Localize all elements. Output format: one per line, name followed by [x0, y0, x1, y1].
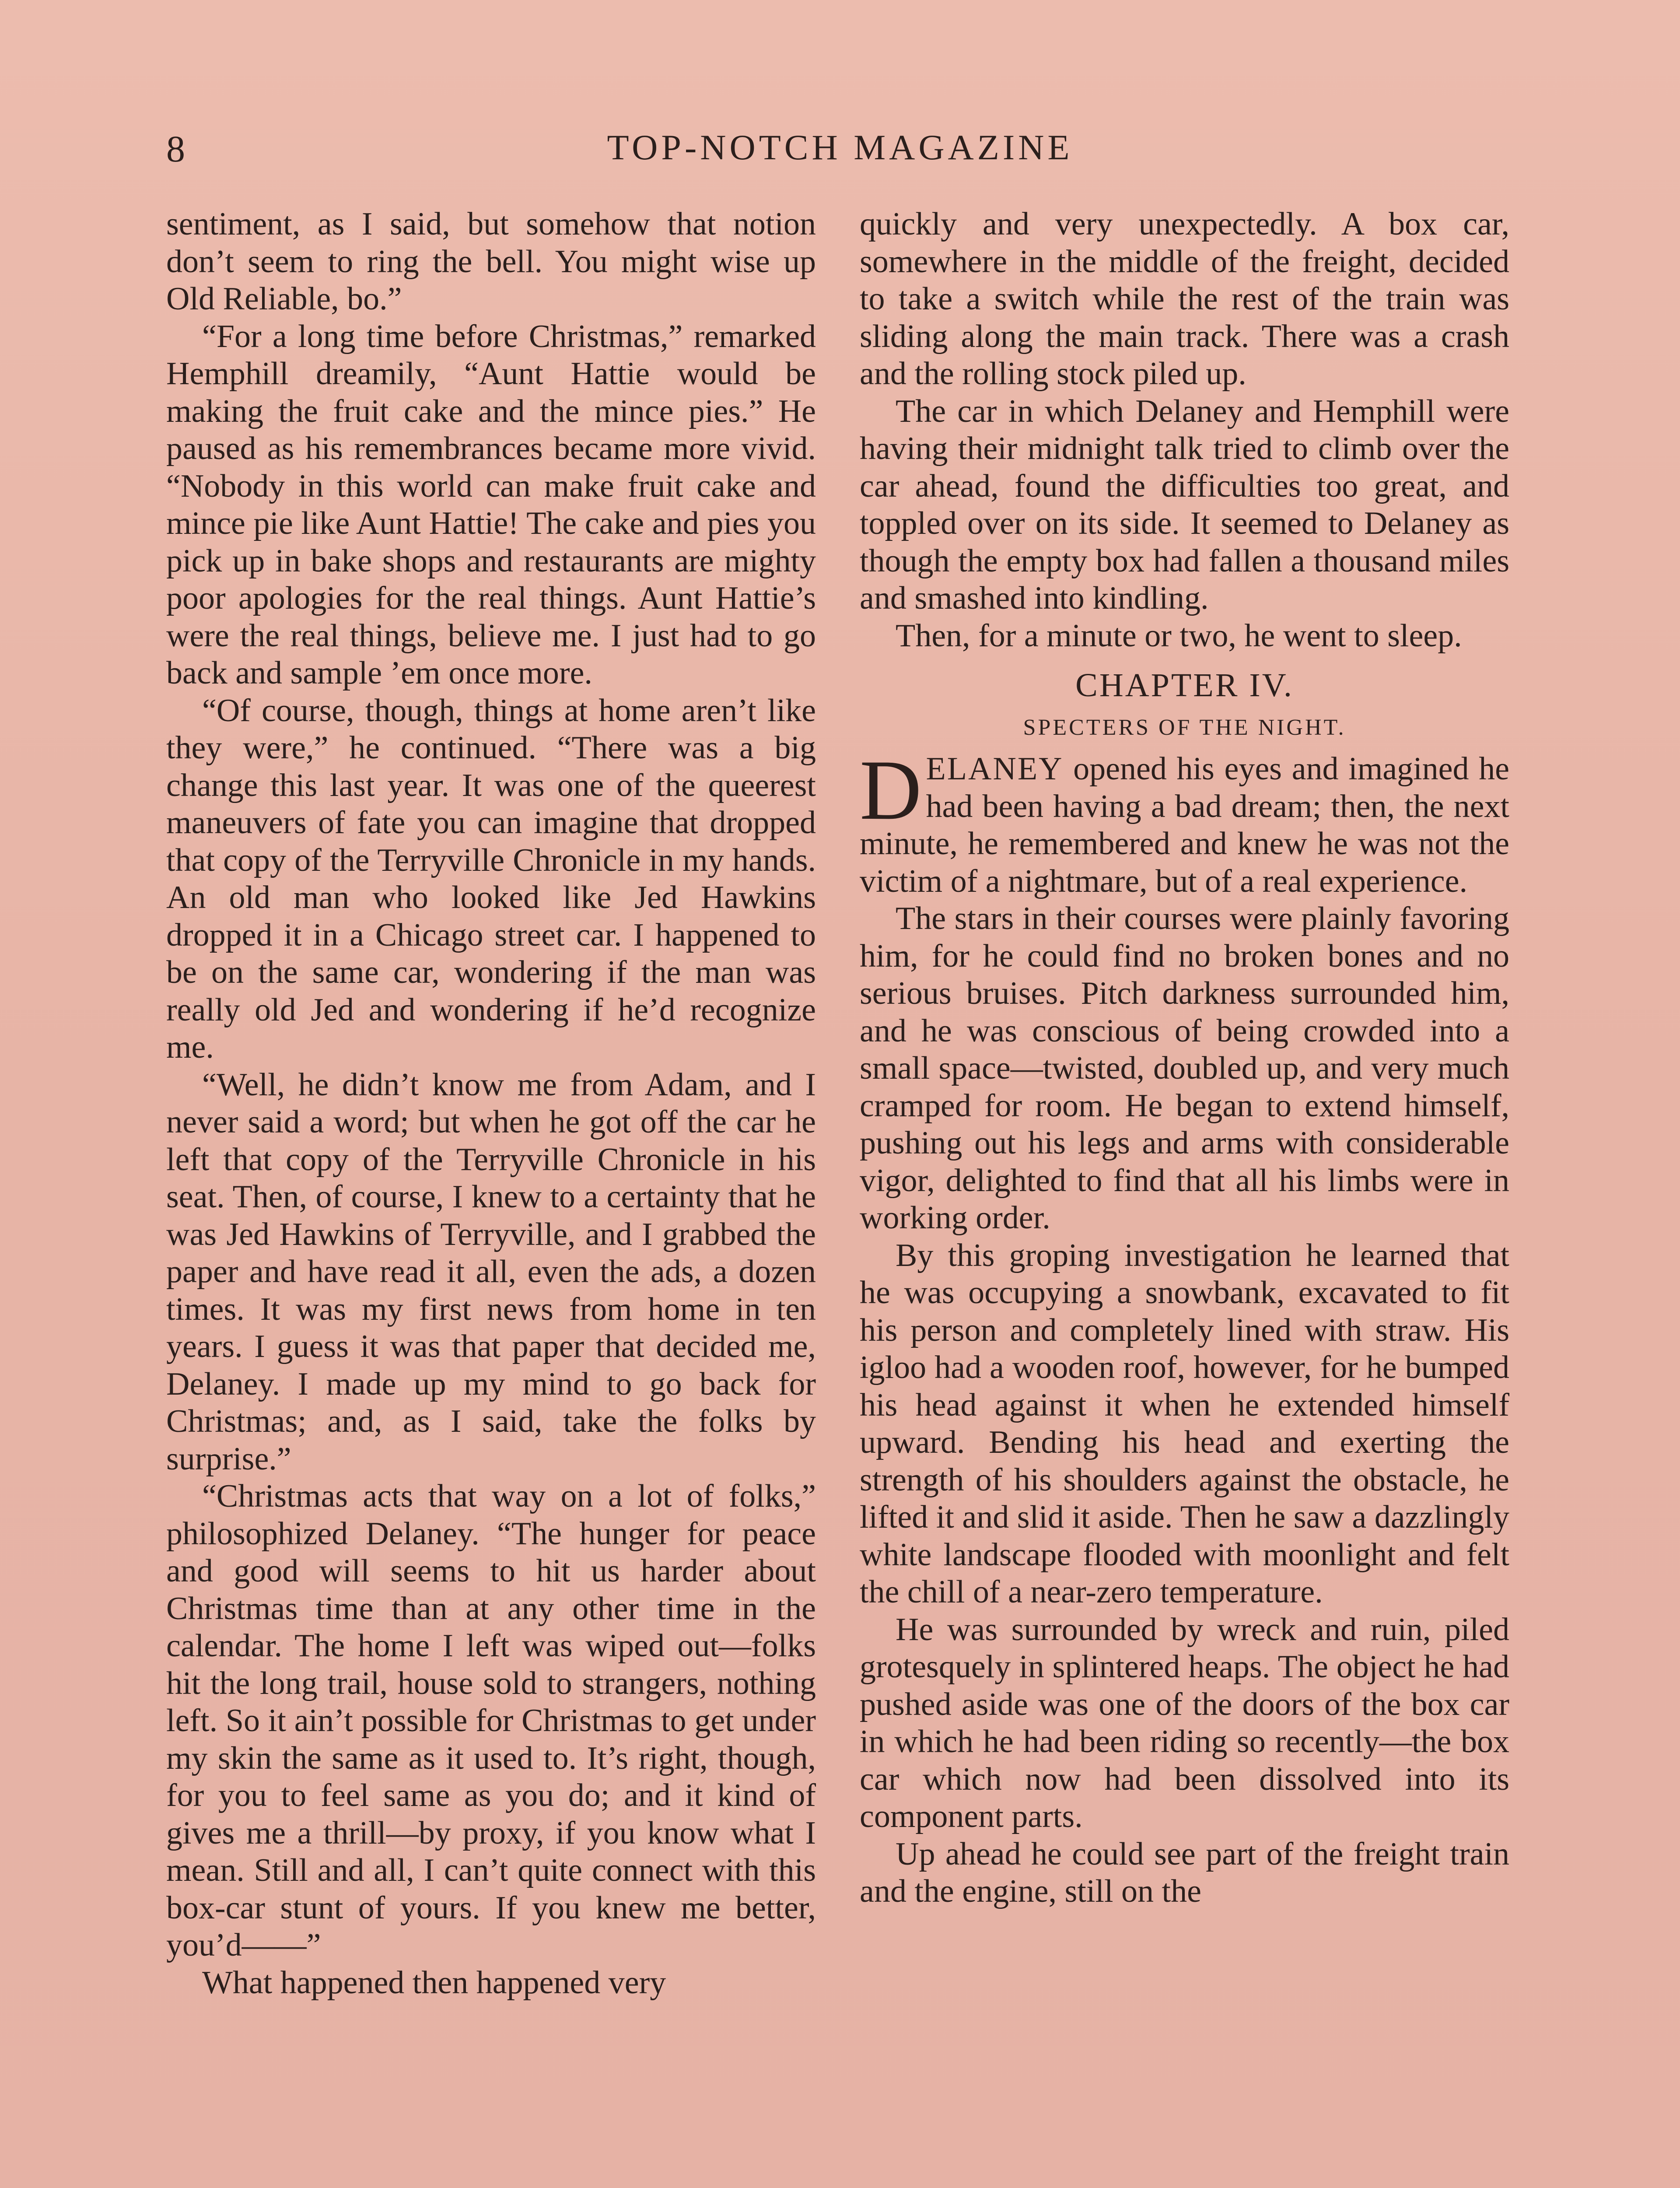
left-paragraph-3: “Of course, though, things at home aren’t like they were,” he continued. “There was a big change this last year. It was one of the queerest maneuvers of fate you can imagine that dropped that copy of the Terryville Chronicle in my hands. An old man who looked like Jed Hawkins dropped it in a Chicago street car. I happened to be on the same car, wondering if the man was really old Jed and wondering if he’d recognize me. [166, 692, 816, 1065]
right-paragraph-7: He was surrounded by wreck and ruin, piled grotesquely in splintered heaps. The object he had pushed aside was one of the doors of the box car in which he had been riding so recently—the box car which now had been dissolved into its component parts. [860, 1611, 1509, 1834]
page-header [166, 127, 1514, 175]
drop-cap-letter: D [860, 743, 922, 838]
right-paragraph-8: Up ahead he could see part of the freight train and the engine, still on the [860, 1836, 1509, 1909]
drop-cap-word-rest: ELANEY [926, 751, 1064, 787]
left-paragraph-2: “For a long time before Christmas,” remarked Hemphill dreamily, “Aunt Hattie would be making the fruit cake and the mince pies.” He paused as his remembrances became more vivid. “Nobody in this world can make fruit cake and mince pie like Aunt Hattie! The cake and pies you pick up in bake shops and restaurants are mighty poor apologies for the real things. Aunt Hattie’s were the real things, believe me. I just had to go back and sample ’em once more. [166, 318, 816, 691]
right-paragraph-1: quickly and very unexpectedly. A box car, somewhere in the middle of the freight, decided to take a switch while the rest of the train was sliding along the main track. There was a crash and the rolling stock piled up. [860, 206, 1509, 392]
page-number: 8 [166, 128, 186, 170]
left-column [166, 206, 816, 2002]
right-paragraph-3: Then, for a minute or two, he went to sleep. [896, 617, 1462, 654]
right-paragraph-5: The stars in their courses were plainly favoring him, for he could find no broken bones and no serious bruises. Pitch darkness surrounded him, and he was conscious of being crowded into a small space—twisted, doubled up, and very much cramped for room. He began to extend himself, pushing out his legs and arms with considerable vigor, delighted to find that all his limbs were in working order. [860, 901, 1509, 1236]
chapter-title: CHAPTER IV. [1075, 667, 1294, 704]
right-paragraph-2: The car in which Delaney and Hemphill were having their midnight talk tried to climb over the car ahead, found the difficulties too great, and toppled over on its side. It seemed to Delaney as though the empty box had fallen a thousand miles and smashed into kindling. [860, 393, 1509, 616]
right-paragraph-6: By this groping investigation he learned that he was occupying a snowbank, excavated to fit his person and completely lined with straw. His igloo had a wooden roof, however, for he bumped his head against it when he extended himself upward. Bending his head and exerting the strength of his shoulders against the obstacle, he lifted it and slid it aside. Then he saw a dazzlingly white landscape flooded with moonlight and felt the chill of a near-zero temperature. [860, 1237, 1509, 1610]
chapter-opening-paragraph [860, 743, 1509, 900]
chapter-opening-text: opened his eyes and imagined he had been having a bad dream; then, the next minute, he remembered and knew he was not the victim of a nightmare, but of a real experience. [860, 751, 1509, 899]
left-paragraph-5: “Christmas acts that way on a lot of folks,” philosophized Delaney. “The hunger for peace and good will seems to hit us harder about Christmas time than at any other time in the calendar. The home I left was wiped out—folks hit the long trail, house sold to strangers, nothing left. So it ain’t possible for Christmas to get under my skin the same as it used to. It’s right, though, for you to feel same as you do; and it kind of gives me a thrill—by proxy, if you know what I mean. Still and all, I can’t quite connect with this box-car stunt of yours. If you knew me better, you’d——” [166, 1478, 816, 1963]
running-title: TOP-NOTCH MAGAZINE [607, 127, 1073, 167]
right-column [860, 206, 1509, 1911]
left-paragraph-6: What happened then happened very [202, 1964, 666, 2001]
left-paragraph-1: sentiment, as I said, but somehow that notion don’t seem to ring the bell. You might wise up Old Reliable, bo.” [166, 206, 816, 317]
left-paragraph-4: “Well, he didn’t know me from Adam, and I never said a word; but when he got off the car he left that copy of the Terryville Chronicle in his seat. Then, of course, I knew to a certainty that he was Jed Hawkins of Terryville, and I grabbed the paper and have read it all, even the ads, a dozen times. It was my first news from home in ten years. I guess it was that paper that decided me, Delaney. I made up my mind to go back for Christmas; and, as I said, take the folks by surprise.” [166, 1066, 816, 1477]
chapter-subtitle: SPECTERS OF THE NIGHT. [1023, 715, 1346, 740]
